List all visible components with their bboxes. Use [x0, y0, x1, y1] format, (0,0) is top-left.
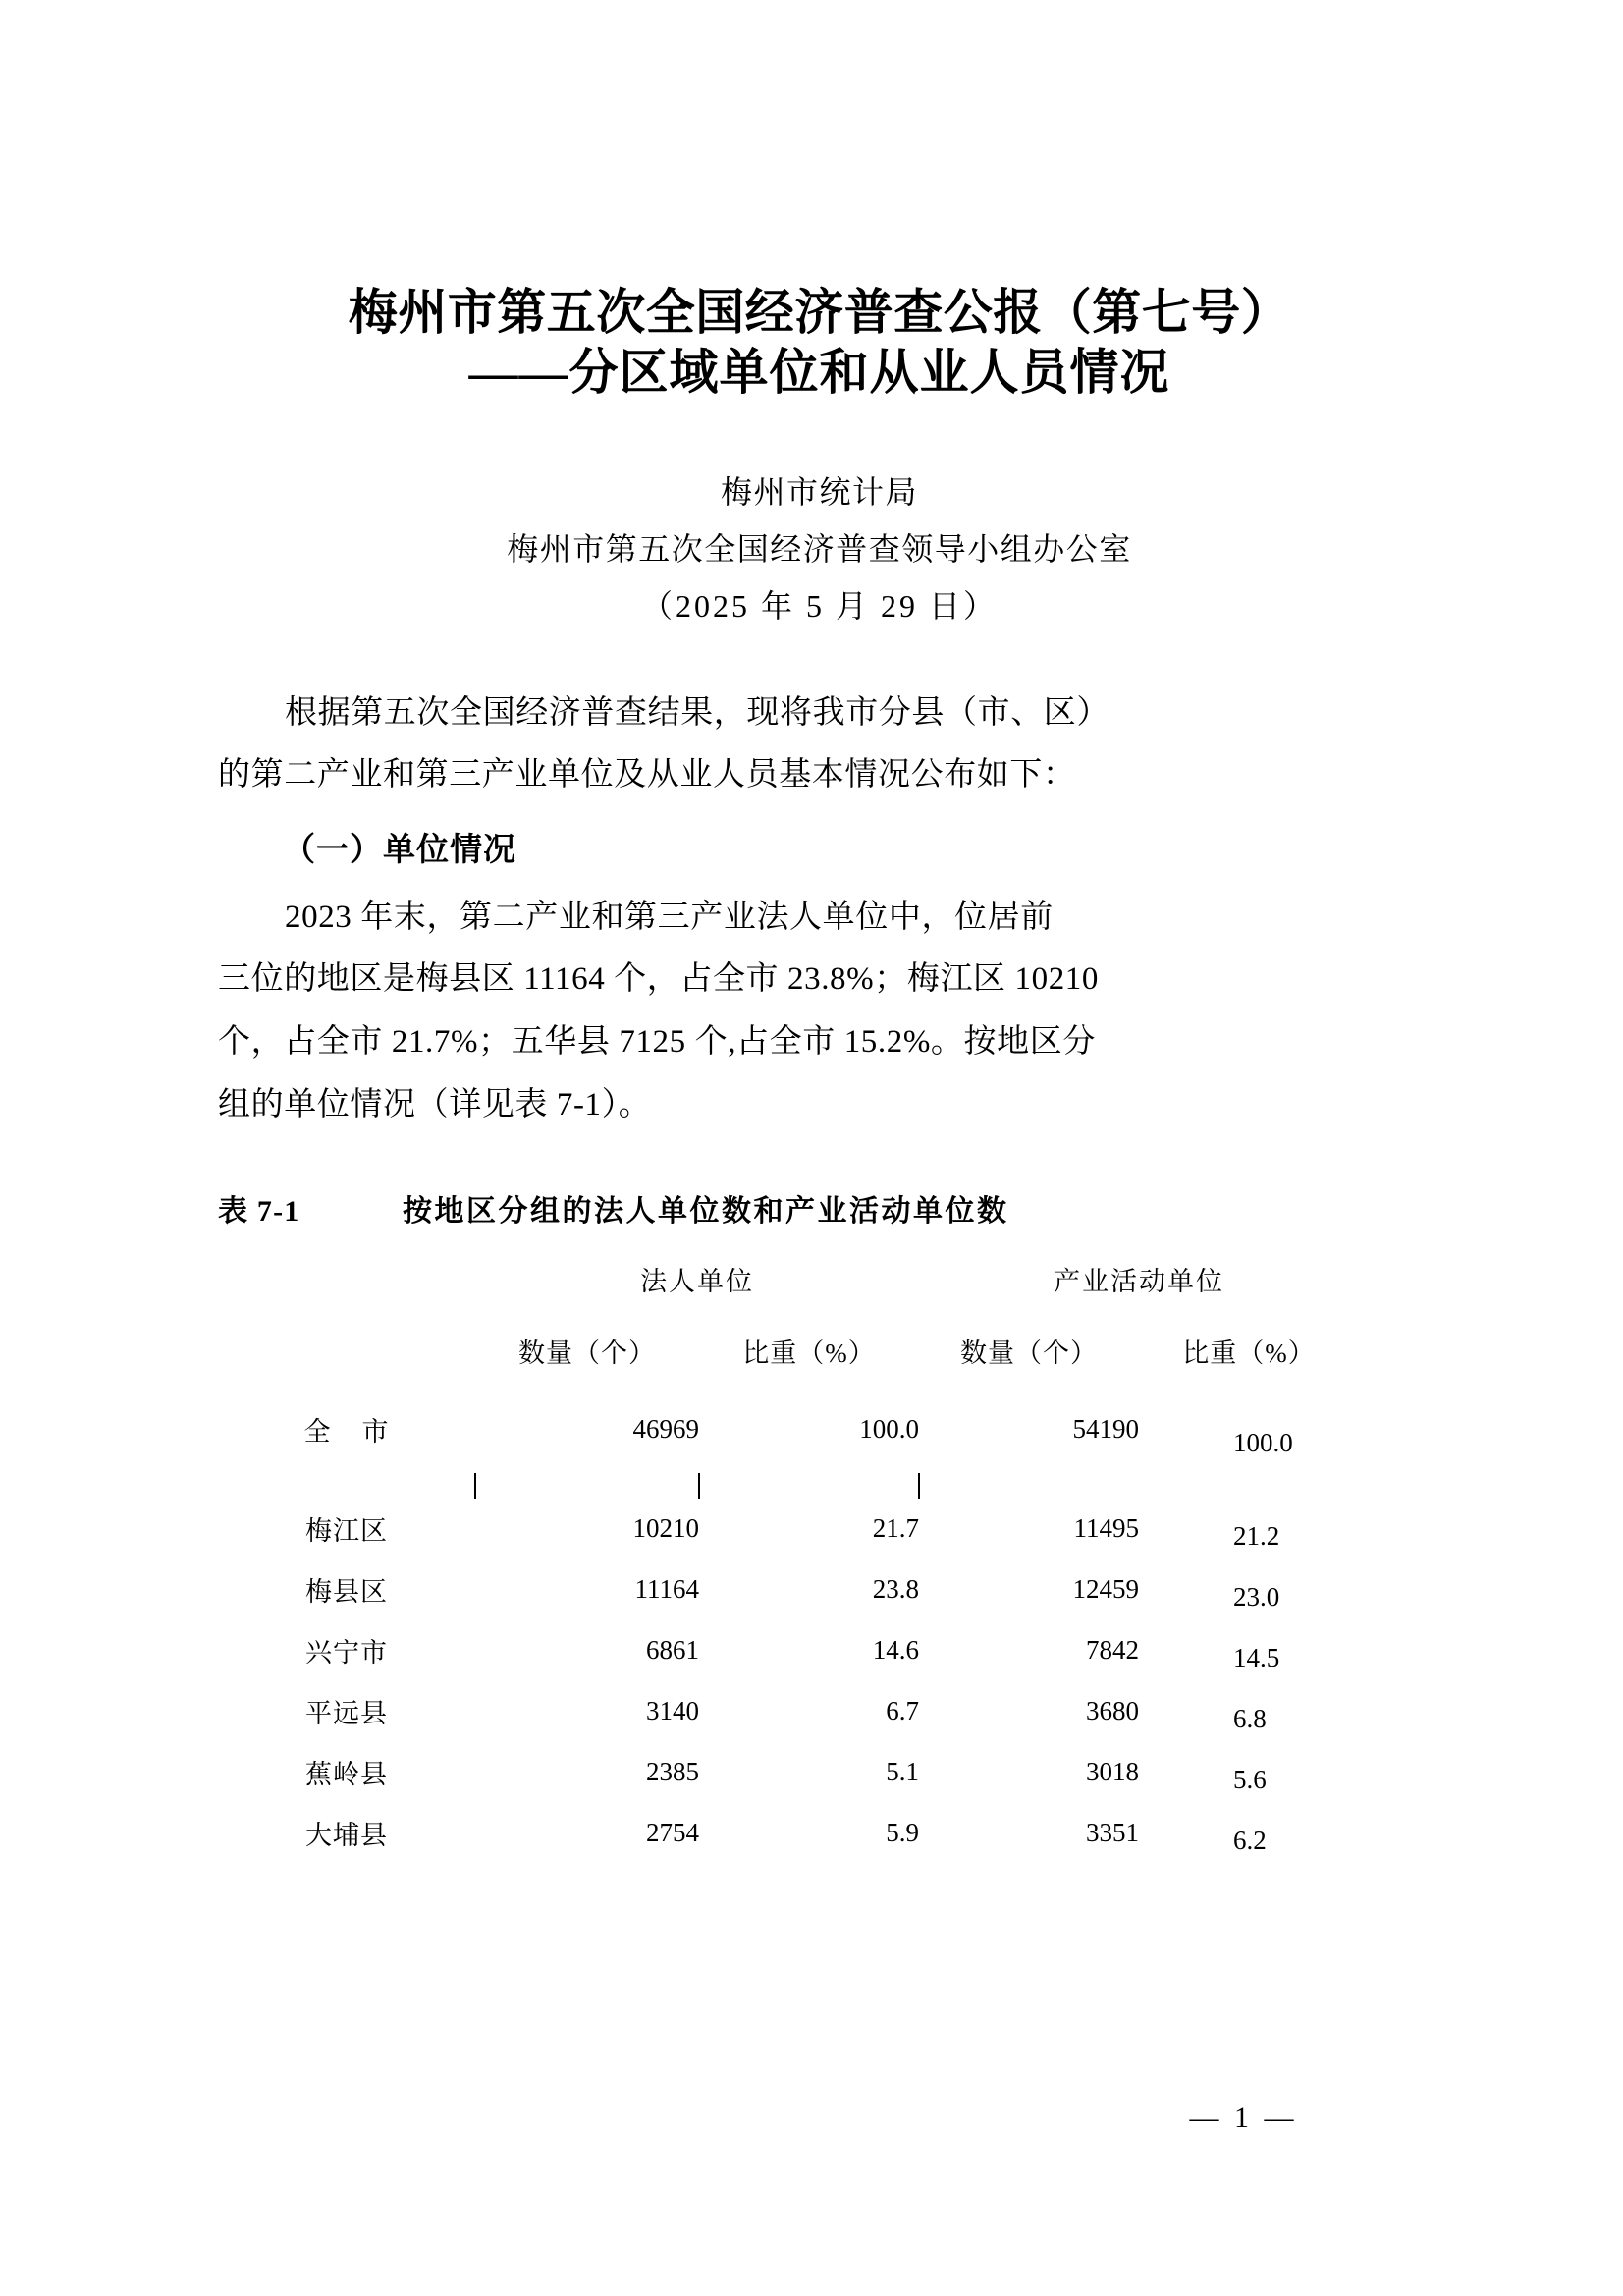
cell-legal-count: 2754 — [646, 1818, 699, 1848]
stats-paragraph — [218, 887, 1421, 1137]
page-content — [218, 0, 1421, 1864]
group-header-legal-units: 法人单位 — [640, 1267, 754, 1297]
unit-count-table — [218, 1243, 1359, 1864]
table-row — [218, 1499, 1359, 1559]
cell-activity-count: 54190 — [1072, 1414, 1139, 1445]
stats-line-3: 个，占全市 21.7%；五华县 7125 个,占全市 15.2%。按地区分 — [218, 1024, 1096, 1061]
intro-line-2: 的第二产业和第三产业单位及从业人员基本情况公布如下： — [218, 757, 1076, 793]
cell-legal-pct: 6.7 — [886, 1696, 919, 1726]
cell-legal-count: 10210 — [632, 1513, 699, 1544]
spacer-cell-2 — [699, 1473, 919, 1499]
cell-legal-pct: 23.8 — [872, 1574, 919, 1605]
sub-header-activity-pct: 比重（%） — [1182, 1339, 1316, 1369]
table-row — [218, 1620, 1359, 1681]
spacer-cell-3 — [919, 1473, 1139, 1499]
section-heading-unit-situation: （一）单位情况 — [283, 830, 516, 869]
stats-line-1: 2023 年末，第二产业和第三产业法人单位中，位居前 — [285, 899, 1054, 935]
page-number: — 1 — — [1189, 2102, 1298, 2134]
byline-block — [218, 464, 1421, 635]
table-row — [218, 1803, 1359, 1864]
cell-legal-pct: 21.7 — [872, 1513, 919, 1544]
table-row — [218, 1742, 1359, 1803]
cell-activity-pct: 21.2 — [1233, 1521, 1280, 1552]
cell-activity-count: 7842 — [1086, 1635, 1139, 1666]
sub-header-activity-count: 数量（个） — [960, 1339, 1098, 1369]
table-wrapper — [218, 1243, 1421, 1864]
row-label: 蕉岭县 — [305, 1760, 388, 1790]
sub-header-legal-count: 数量（个） — [518, 1339, 656, 1369]
cell-activity-count: 3018 — [1086, 1757, 1139, 1787]
cell-activity-pct: 14.5 — [1233, 1643, 1280, 1673]
spacer-cell-0 — [218, 1473, 475, 1499]
cell-legal-count: 46969 — [632, 1414, 699, 1445]
table-group-header-row — [218, 1243, 1359, 1316]
group-header-activity-units: 产业活动单位 — [1054, 1267, 1224, 1297]
row-label: 全 市 — [303, 1417, 390, 1448]
table-caption-text: 按地区分组的法人单位数和产业活动单位数 — [403, 1194, 1009, 1228]
intro-line-1: 根据第五次全国经济普查结果，现将我市分县（市、区） — [285, 694, 1109, 731]
spacer-cell-1 — [475, 1473, 699, 1499]
intro-paragraph — [218, 683, 1421, 807]
cell-activity-pct: 6.2 — [1233, 1826, 1267, 1856]
cell-legal-pct: 5.1 — [886, 1757, 919, 1787]
table-caption — [218, 1186, 1421, 1230]
page-title — [218, 0, 1421, 403]
cell-legal-pct: 100.0 — [859, 1414, 919, 1445]
table-row — [218, 1559, 1359, 1620]
table-corner-cell — [218, 1243, 475, 1316]
cell-activity-pct: 23.0 — [1233, 1582, 1280, 1613]
cell-legal-count: 11164 — [634, 1574, 699, 1605]
title-line-2: ——分区域单位和从业人员情况 — [468, 345, 1170, 400]
table-row — [218, 1387, 1359, 1473]
table-row — [218, 1681, 1359, 1742]
stats-line-2: 三位的地区是梅县区 11164 个，占全市 23.8%；梅江区 10210 — [218, 961, 1099, 998]
cell-activity-pct: 6.8 — [1233, 1704, 1267, 1734]
sub-header-legal-pct: 比重（%） — [742, 1339, 876, 1369]
publication-date: （2025 年 5 月 29 日） — [640, 588, 998, 625]
table-corner-cell-2 — [218, 1316, 475, 1387]
row-label: 平远县 — [305, 1699, 388, 1729]
cell-activity-count: 11495 — [1073, 1513, 1139, 1544]
issuer-statistics-bureau: 梅州市统计局 — [720, 474, 918, 510]
page-footer — [0, 2102, 1623, 2135]
cell-activity-pct: 5.6 — [1233, 1765, 1267, 1795]
cell-legal-pct: 5.9 — [886, 1818, 919, 1848]
title-line-1: 梅州市第五次全国经济普查公报（第七号） — [348, 285, 1291, 340]
stats-line-4: 组的单位情况（详见表 7-1）。 — [218, 1086, 652, 1122]
row-label: 大埔县 — [305, 1821, 388, 1851]
cell-legal-pct: 14.6 — [872, 1635, 919, 1666]
table-sub-header-row — [218, 1316, 1359, 1387]
cell-activity-count: 3680 — [1086, 1696, 1139, 1726]
cell-activity-pct: 100.0 — [1233, 1428, 1293, 1458]
issuer-census-office: 梅州市第五次全国经济普查领导小组办公室 — [507, 531, 1132, 568]
row-label: 梅江区 — [305, 1516, 388, 1547]
row-label: 兴宁市 — [305, 1638, 388, 1668]
cell-legal-count: 2385 — [646, 1757, 699, 1787]
cell-activity-count: 12459 — [1072, 1574, 1139, 1605]
table-caption-number: 表 7-1 — [218, 1194, 300, 1228]
cell-legal-count: 3140 — [646, 1696, 699, 1726]
cell-legal-count: 6861 — [646, 1635, 699, 1666]
row-label: 梅县区 — [305, 1577, 388, 1608]
cell-activity-count: 3351 — [1086, 1818, 1139, 1848]
